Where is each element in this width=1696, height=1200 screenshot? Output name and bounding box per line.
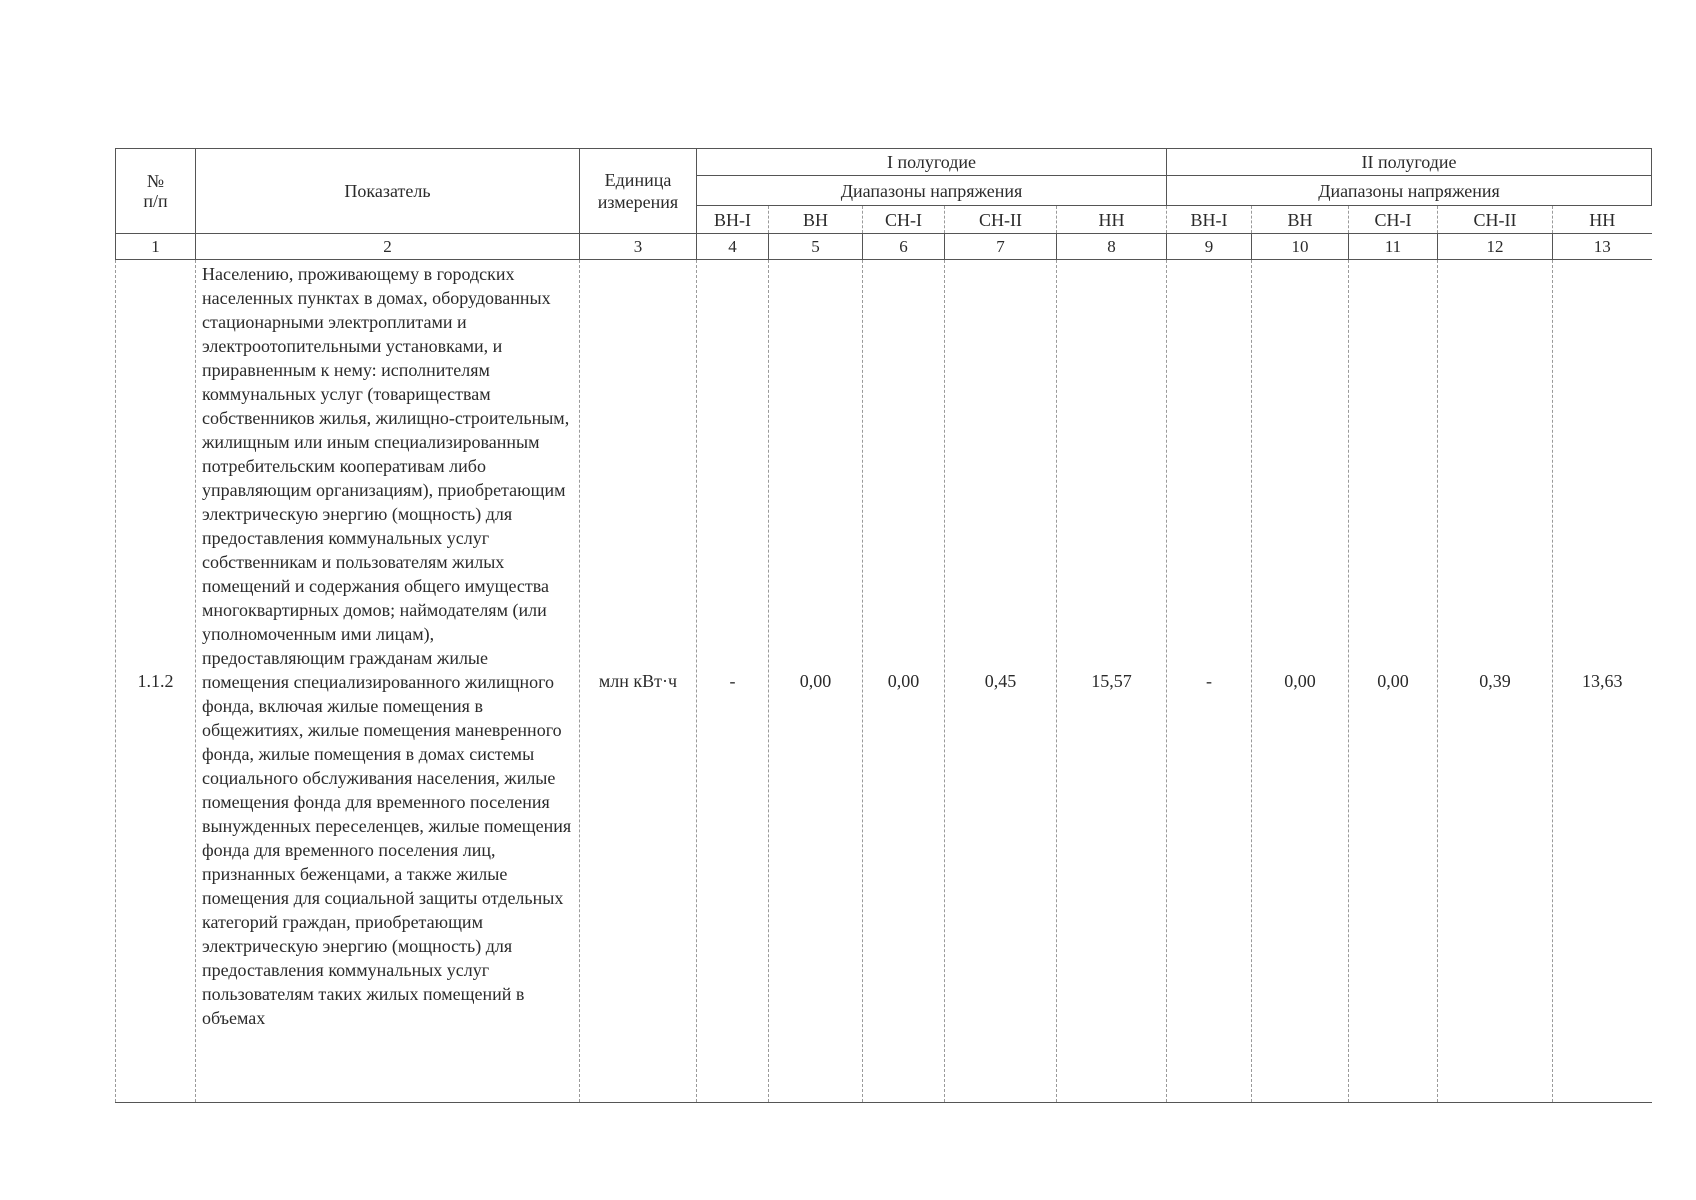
- column-number: 9: [1167, 234, 1252, 260]
- value-cell: -: [1167, 260, 1252, 1103]
- column-number: 12: [1438, 234, 1553, 260]
- column-number: 11: [1349, 234, 1438, 260]
- value-cell: 0,39: [1438, 260, 1553, 1103]
- column-number: 7: [945, 234, 1057, 260]
- value-cell: 0,00: [769, 260, 863, 1103]
- column-number: 10: [1252, 234, 1349, 260]
- value-cell: 15,57: [1057, 260, 1167, 1103]
- value-cell: 0,00: [863, 260, 945, 1103]
- value-cell: 0,00: [1349, 260, 1438, 1103]
- band-header: НН: [1553, 206, 1652, 234]
- column-number: 2: [196, 234, 580, 260]
- band-header: СН-II: [1438, 206, 1553, 234]
- row-unit: млн кВт·ч: [580, 260, 697, 1103]
- header-row-periods: [116, 149, 1652, 176]
- value-cell: 0,00: [1252, 260, 1349, 1103]
- header-ranges-2: Диапазоны напряжения: [1167, 176, 1652, 206]
- header-row-number: № п/п: [116, 149, 196, 234]
- header-unit: Единица измерения: [580, 149, 697, 234]
- column-number: 8: [1057, 234, 1167, 260]
- header-indicator: Показатель: [196, 149, 580, 234]
- row-number: 1.1.2: [116, 260, 196, 1103]
- column-number: 1: [116, 234, 196, 260]
- balance-table: [115, 148, 1652, 1103]
- band-header: НН: [1057, 206, 1167, 234]
- value-cell: -: [697, 260, 769, 1103]
- column-number-row: [116, 234, 1652, 260]
- value-cell: 0,45: [945, 260, 1057, 1103]
- table-row: [116, 260, 1652, 1103]
- band-header: ВН: [769, 206, 863, 234]
- column-number: 4: [697, 234, 769, 260]
- band-header: ВН-I: [1167, 206, 1252, 234]
- column-number: 6: [863, 234, 945, 260]
- band-header: СН-I: [863, 206, 945, 234]
- band-header: СН-II: [945, 206, 1057, 234]
- column-number: 5: [769, 234, 863, 260]
- header-period-2: II полугодие: [1167, 149, 1652, 176]
- band-header: ВН: [1252, 206, 1349, 234]
- band-header: ВН-I: [697, 206, 769, 234]
- header-period-1: I полугодие: [697, 149, 1167, 176]
- column-number: 13: [1553, 234, 1652, 260]
- row-indicator-text: Населению, проживающему в городских населенных пунктах в домах, оборудованных стационарными электроплитами и электроотопительными установками, и приравненным к нему: исполнителям коммунальных услуг (товариществам собственников жилья, жилищно-строительным, жилищным или иным специализированным потребительским кооперативам либо управляющим организациям), приобретающим электрическую энергию (мощность) для предоставления коммунальных услуг собственникам и пользователям жилых помещений и содержания общего имущества многоквартирных домов; наймодателям (или уполномоченным ими лицам), предоставляющим гражданам жилые помещения специализированного жилищного фонда, включая жилые помещения в общежитиях, жилые помещения маневренного фонда, жилые помещения в домах системы социального обслуживания населения, жилые помещения фонда для временного поселения вынужденных переселенцев, жилые помещения фонда для временного поселения лиц, признанных беженцами, а также жилые помещения для социальной защиты отдельных категорий граждан, приобретающим электрическую энергию (мощность) для предоставления коммунальных услуг пользователям таких жилых помещений в объемах: [196, 260, 580, 1103]
- column-number: 3: [580, 234, 697, 260]
- value-cell: 13,63: [1553, 260, 1652, 1103]
- band-header: СН-I: [1349, 206, 1438, 234]
- header-ranges-1: Диапазоны напряжения: [697, 176, 1167, 206]
